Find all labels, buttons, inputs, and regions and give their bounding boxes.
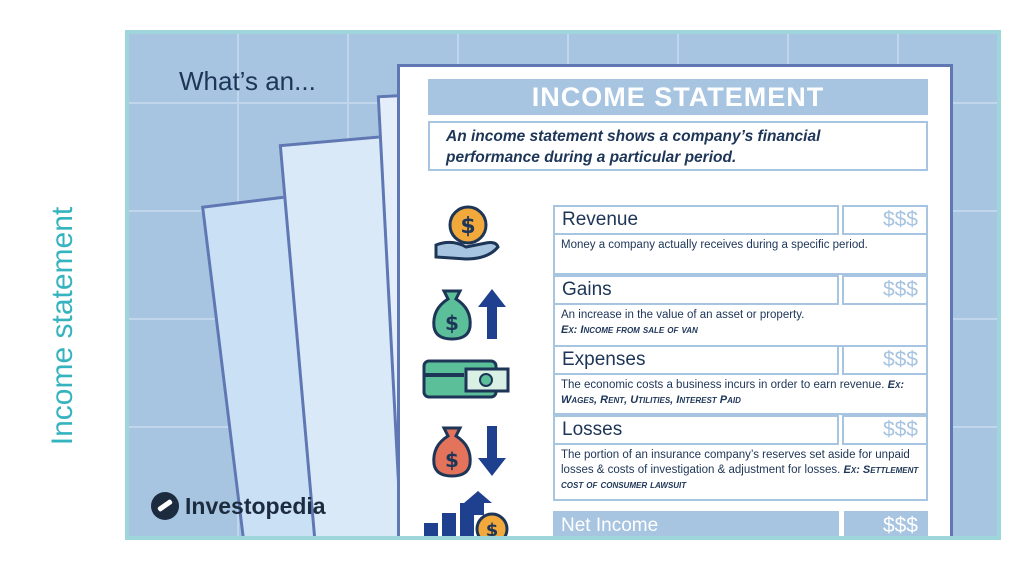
svg-text:$: $ [460, 214, 476, 239]
net-income-row [553, 511, 928, 540]
row-amount: $$$ [842, 415, 928, 445]
money-bag-down-arrow-icon [430, 422, 510, 478]
row-description [553, 445, 928, 501]
illustration-frame [125, 30, 1001, 540]
row-amount: $$$ [842, 345, 928, 375]
svg-text:$: $ [445, 311, 459, 335]
income-statement-sheet [397, 64, 953, 540]
wallet-cash-icon [420, 355, 512, 401]
row-description [553, 305, 928, 347]
side-title: Income statement [46, 206, 79, 446]
heading: What’s an... [179, 66, 316, 96]
row-name: Expenses [553, 345, 839, 375]
row-text: Money a company actually receives during a specific period. [561, 239, 868, 251]
row-example: Ex: Settlement cost of consumer lawsuit [561, 464, 919, 491]
row-example: Ex: Wages, Rent, Utilities, Interest Paid [561, 379, 904, 406]
net-income-name: Net Income [553, 511, 839, 540]
row-name: Gains [553, 275, 839, 305]
row-amount: $$$ [842, 205, 928, 235]
row-text: The portion of an insurance company’s reserves set aside for unpaid losses & costs of investigation & adjustment for losses. [561, 449, 910, 476]
row-name: Revenue [553, 205, 839, 235]
gains-row [553, 275, 928, 347]
sheet-title: INCOME STATEMENT [428, 79, 928, 115]
row-description [553, 375, 928, 415]
investopedia-logo [151, 492, 326, 520]
net-income-amount: $$$ [844, 511, 928, 540]
row-example: Ex: Income from sale of van [561, 324, 698, 336]
row-name: Losses [553, 415, 839, 445]
row-text: The economic costs a business incurs in order to earn revenue. [561, 379, 885, 391]
losses-row [553, 415, 928, 501]
hand-coin-icon [432, 203, 504, 263]
logo-text: Investopedia [185, 492, 326, 519]
svg-text:$: $ [445, 448, 459, 472]
bar-chart-coin-icon [422, 489, 514, 540]
revenue-row [553, 205, 928, 275]
row-amount: $$$ [842, 275, 928, 305]
expenses-row [553, 345, 928, 415]
sheet-description: An income statement shows a company’s financial performance during a particular period. [428, 121, 928, 171]
row-text: An increase in the value of an asset or property. [561, 309, 805, 321]
svg-text:$: $ [485, 520, 499, 541]
investopedia-logo-icon [151, 492, 179, 520]
money-bag-up-arrow-icon [430, 285, 510, 341]
row-description [553, 235, 928, 275]
